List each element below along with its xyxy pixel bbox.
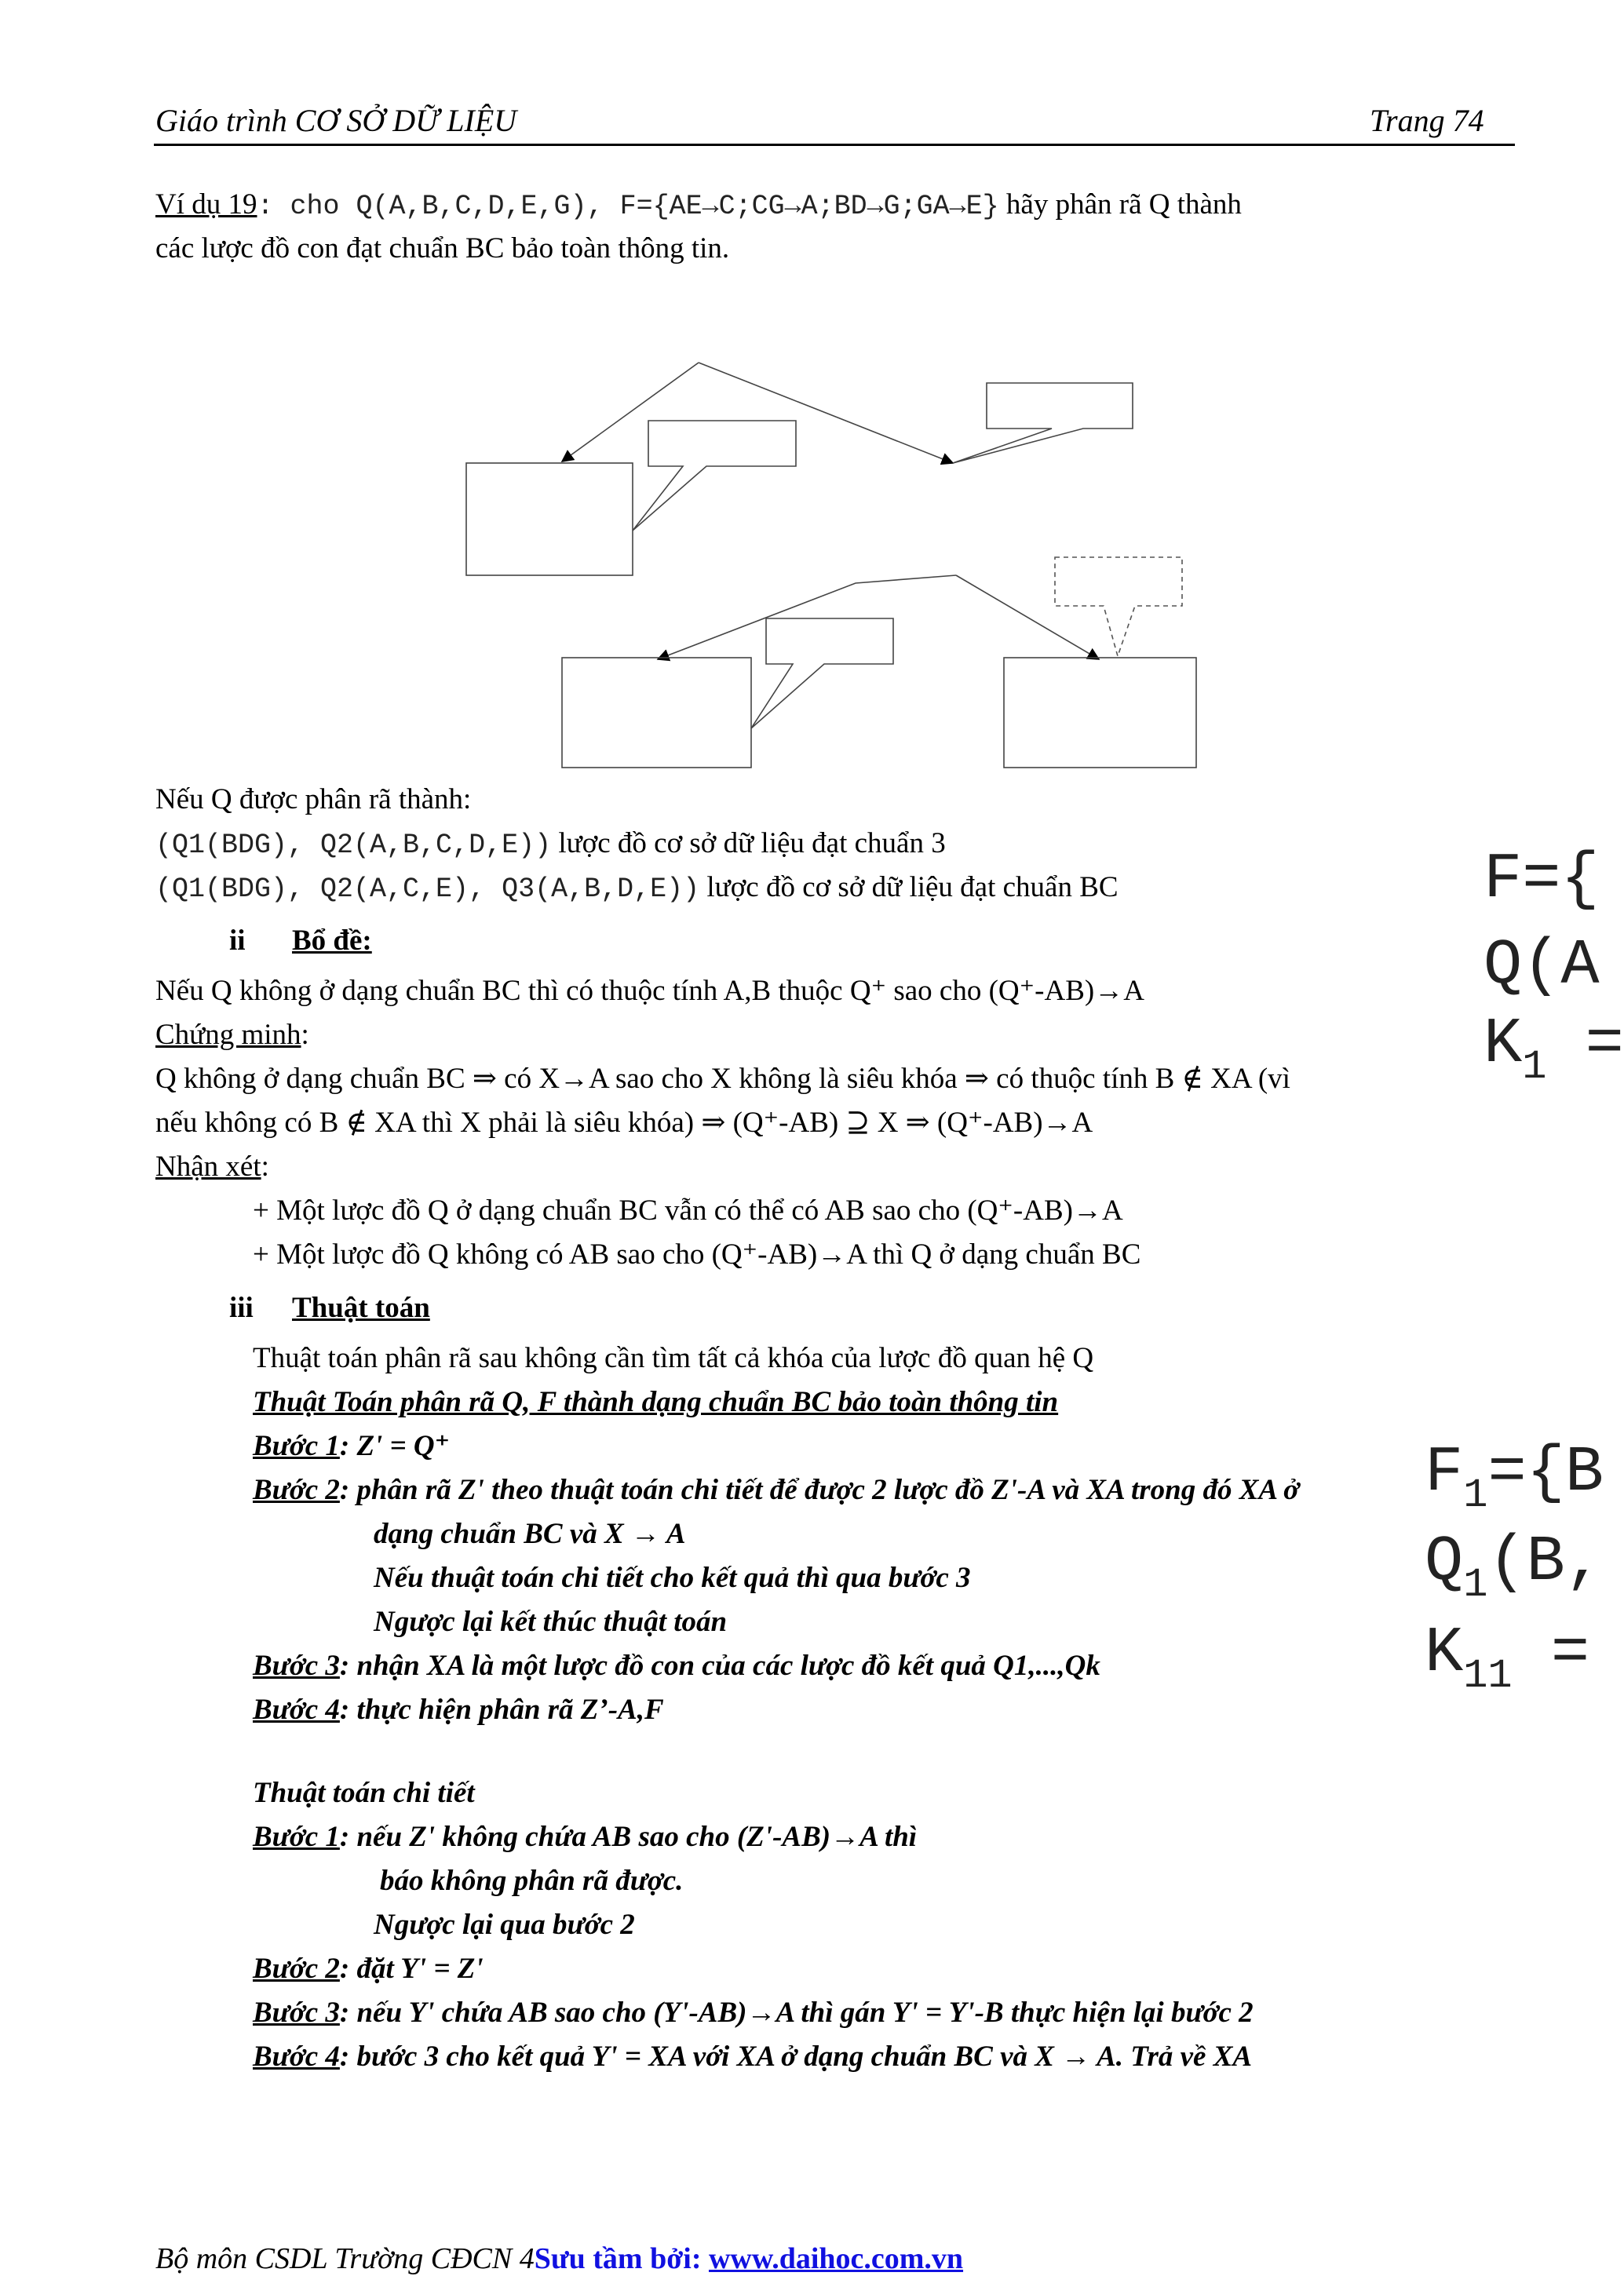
detail-step-4-label: Bước 4 <box>253 2041 340 2073</box>
overflow-text-b2 <box>1425 1526 1604 1608</box>
overflow-b2-main: Q <box>1425 1526 1464 1599</box>
overflow-text-a2: Q(A <box>1483 929 1600 1002</box>
node-box-2 <box>562 658 751 768</box>
branch-second-left <box>658 575 956 659</box>
overflow-a3-end: = <box>1546 1008 1624 1081</box>
node-box-3 <box>1004 658 1196 768</box>
proof-line-1: Q không ở dạng chuẩn BC ⇒ có X→A sao cho X không là siêu khóa ⇒ có thuộc tính B ∉ XA (vì <box>155 1063 1290 1095</box>
remark-heading: Nhận xét: <box>155 1151 269 1183</box>
detail-step-1-line-3: Ngược lại qua bước 2 <box>374 1909 635 1941</box>
footer-link[interactable]: www.daihoc.com.vn <box>708 2242 964 2275</box>
overflow-b2-sub: 1 <box>1463 1561 1488 1608</box>
algo-step-3-text: : nhận XA là một lược đồ con của các lược đồ kết quả Q1,...,Qk <box>339 1650 1100 1682</box>
decomp-1-note: lược đồ cơ sở dữ liệu đạt chuẩn 3 <box>558 827 946 859</box>
overflow-b3-end: = <box>1512 1617 1590 1690</box>
branch-second-right <box>956 575 1099 659</box>
detail-step-4 <box>253 2042 1252 2071</box>
detail-title: Thuật toán chi tiết <box>253 1777 475 1809</box>
algo-step-2-text: : phân rã Z' theo thuật toán chi tiết để được 2 lược đồ Z'-A và XA trong đó XA ở <box>339 1474 1300 1506</box>
proof-line-2: nếu không có B ∉ XA thì X phải là siêu khóa) ⇒ (Q⁺-AB) ⊇ X ⇒ (Q⁺-AB)→A <box>155 1107 1093 1139</box>
algo-title: Thuật toán <box>292 1292 430 1324</box>
detail-step-3-label: Bước 3 <box>253 1997 340 2029</box>
lemma-statement: Nếu Q không ở dạng chuẩn BC thì có thuộc tính A,B thuộc Q⁺ sao cho (Q⁺-AB)→A <box>155 975 1144 1007</box>
example-schema: : cho Q(A,B,C,D,E,G), F={AE→C;CG→A;BD→G;GA→E} <box>257 191 999 222</box>
remark-item-2: + Một lược đồ Q không có AB sao cho (Q⁺-AB)→A thì Q ở dạng chuẩn BC <box>253 1238 1141 1271</box>
detail-step-1-line-2: báo không phân rã được. <box>380 1865 684 1897</box>
example-label: Ví dụ 19 <box>155 188 257 221</box>
algo-step-2 <box>253 1475 1299 1505</box>
remark-item-1: + Một lược đồ Q ở dạng chuẩn BC vẫn có thể có AB sao cho (Q⁺-AB)→A <box>253 1195 1123 1227</box>
decomposition-diagram <box>0 0 1608 785</box>
algo-step-2-label: Bước 2 <box>253 1474 340 1506</box>
decomp-line-1 <box>155 829 1513 859</box>
algo-step-3 <box>253 1651 1100 1680</box>
callout-2 <box>751 618 893 728</box>
proof-label: Chứng minh <box>155 1019 301 1051</box>
overflow-b3-main: K <box>1425 1617 1464 1690</box>
footer-department: Bộ môn CSDL Trường CĐCN 4 <box>155 2242 535 2275</box>
detail-step-3 <box>253 1998 1254 2027</box>
algo-number: iii <box>229 1292 254 1324</box>
callout-1 <box>633 421 796 531</box>
algo-step-4 <box>253 1695 664 1724</box>
example-task: hãy phân rã Q thành <box>1005 188 1242 221</box>
overflow-text-a1: F={ <box>1483 843 1600 916</box>
decomp-line-2 <box>155 873 1513 903</box>
overflow-b1-main: F <box>1425 1436 1464 1509</box>
algo-step-2-line-4: Ngược lại kết thúc thuật toán <box>374 1606 728 1638</box>
overflow-text-a3 <box>1483 1008 1624 1090</box>
footer-source-label: Sưu tầm bởi: <box>534 2242 709 2275</box>
detail-step-2-label: Bước 2 <box>253 1953 340 1985</box>
callout-dashed <box>1055 557 1182 656</box>
algo-step-3-label: Bước 3 <box>253 1650 340 1682</box>
overflow-b1-end: ={B <box>1487 1436 1604 1509</box>
branch-right <box>699 363 953 463</box>
callout-root <box>953 383 1133 463</box>
decomp-1-schemas: (Q1(BDG), Q2(A,B,C,D,E)) <box>155 830 552 861</box>
algo-step-4-text: : thực hiện phân rã Z’-A,F <box>339 1694 664 1726</box>
algo-heading: Thuật Toán phân rã Q, F thành dạng chuẩn BC bảo toàn thông tin <box>253 1386 1059 1418</box>
decomp-2-note: lược đồ cơ sở dữ liệu đạt chuẩn BC <box>706 871 1119 903</box>
header-title: Giáo trình CƠ SỞ DỮ LIỆU <box>155 103 517 138</box>
lemma-title: Bổ đề: <box>292 925 372 957</box>
detail-step-4-text: : bước 3 cho kết quả Y' = XA với XA ở dạng chuẩn BC và X → A. Trả về XA <box>339 2041 1253 2073</box>
algo-step-2-line-2: dạng chuẩn BC và X → A <box>374 1518 686 1550</box>
detail-step-2-text: : đặt Y' = Z' <box>339 1953 484 1985</box>
detail-step-1 <box>253 1822 917 1851</box>
algo-step-4-label: Bước 4 <box>253 1694 340 1726</box>
overflow-b3-sub: 11 <box>1463 1652 1513 1699</box>
overflow-a3-sub: 1 <box>1522 1043 1547 1090</box>
proof-heading: Chứng minh: <box>155 1019 309 1051</box>
decomp-2-schemas: (Q1(BDG), Q2(A,C,E), Q3(A,B,D,E)) <box>155 874 700 905</box>
detail-step-1-text: : nếu Z' không chứa AB sao cho (Z'-AB)→A thì <box>339 1821 918 1853</box>
overflow-a3-main: K <box>1483 1008 1523 1081</box>
example-line-2: các lược đồ con đạt chuẩn BC bảo toàn thông tin. <box>155 232 730 264</box>
algo-step-1-label: Bước 1 <box>253 1430 340 1462</box>
overflow-b1-sub: 1 <box>1463 1472 1488 1519</box>
algo-step-2-line-3: Nếu thuật toán chi tiết cho kết quả thì qua bước 3 <box>374 1562 971 1594</box>
overflow-text-b1 <box>1425 1436 1604 1519</box>
detail-step-2 <box>253 1954 484 1983</box>
algo-step-1-text: : Z' = Q⁺ <box>339 1430 451 1462</box>
footer <box>155 2241 963 2276</box>
lemma-number: ii <box>229 925 246 957</box>
detail-step-1-label: Bước 1 <box>253 1821 340 1853</box>
decomp-intro: Nếu Q được phân rã thành: <box>155 783 472 815</box>
remark-label: Nhận xét <box>155 1151 261 1183</box>
branch-left <box>562 363 699 461</box>
algo-step-1 <box>253 1432 450 1461</box>
page-number: Trang 74 <box>1370 103 1484 138</box>
detail-step-3-text: : nếu Y' chứa AB sao cho (Y'-AB)→A thì gán Y' = Y'-B thực hiện lại bước 2 <box>339 1997 1254 2029</box>
node-box-1 <box>466 463 633 575</box>
overflow-b2-end: (B, <box>1487 1526 1604 1599</box>
overflow-text-b3 <box>1425 1617 1590 1699</box>
algo-intro: Thuật toán phân rã sau không cần tìm tất cả khóa của lược đồ quan hệ Q <box>253 1342 1094 1374</box>
